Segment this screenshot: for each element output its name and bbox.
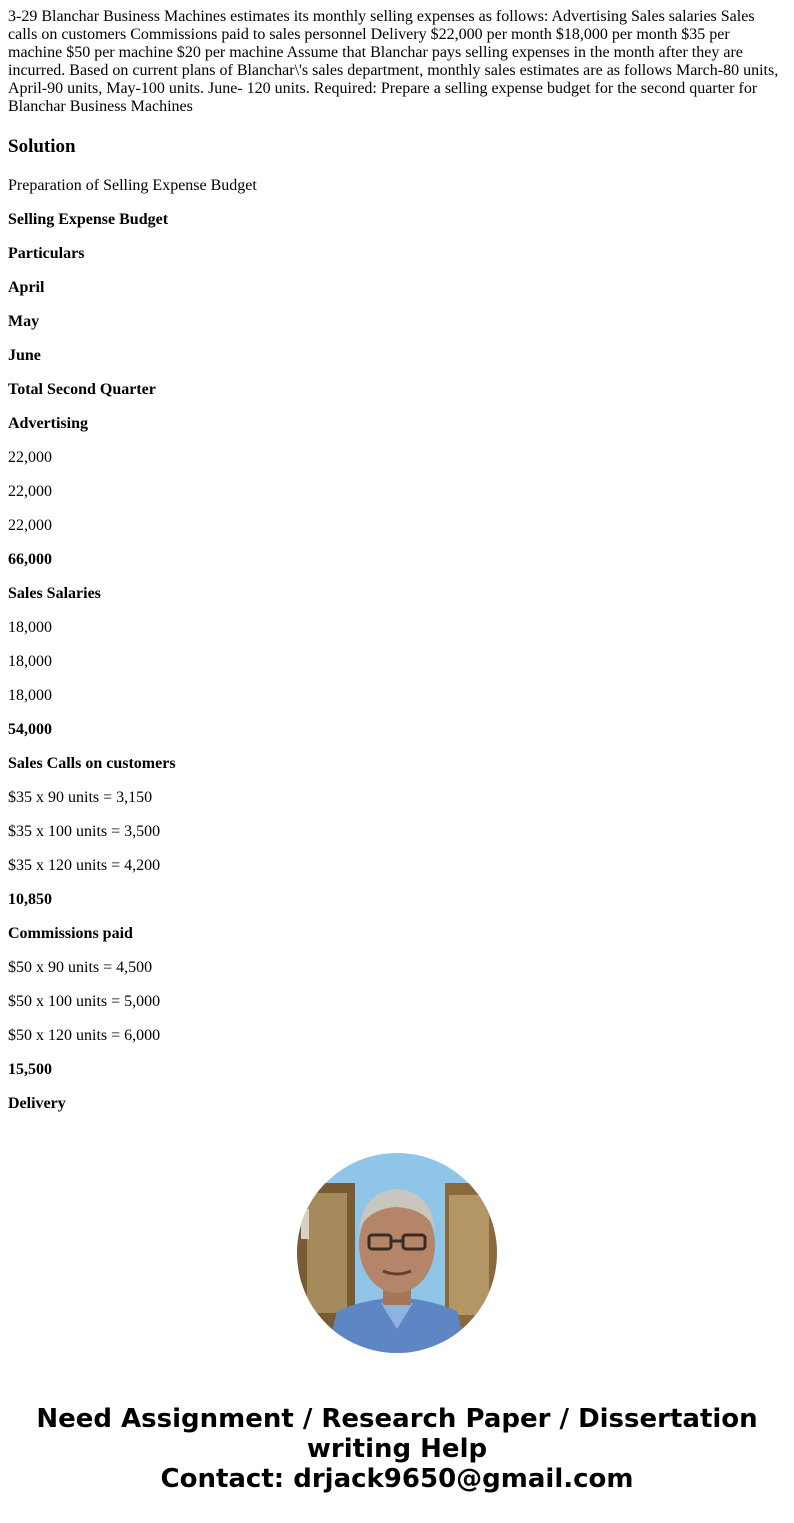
question-text: 3-29 Blanchar Business Machines estimates its monthly selling expenses as follows: Advertising Sales salaries Sales calls on customers Commissions paid to sales personnel Delivery $22,000 per month $18,000 per month $35 per machine $50 per machine $20 per machine Assume that Blanchar pays selling expenses in the month after they are incurred. Based on current plans of Blanchar\'s sales department, monthly sales estimates are as follows March-80 units, April-90 units, May-100 units. June- 120 units. Required: Prepare a selling expense budget for the second quarter for Blanchar Business Machines [8,8,779,115]
promo-line-2: writing Help [306,1434,488,1464]
author-avatar [297,1153,497,1353]
document-body [8,8,786,1129]
solution-line: 18,000 [8,619,52,636]
solution-line: 54,000 [8,721,52,738]
solution-line: 18,000 [8,653,52,670]
solution-line: 66,000 [8,551,52,568]
solution-line: 10,850 [8,891,52,908]
solution-line: Particulars [8,245,85,262]
solution-line: $35 x 100 units = 3,500 [8,823,161,840]
promo-banner [0,1404,794,1494]
solution-line: April [8,279,45,296]
avatar-photo [297,1153,497,1353]
solution-line: 18,000 [8,687,52,704]
solution-line: $50 x 100 units = 5,000 [8,993,161,1010]
solution-line: 22,000 [8,449,52,466]
solution-line: $50 x 120 units = 6,000 [8,1027,161,1044]
solution-heading: Solution [8,136,76,157]
solution-line: Sales Calls on customers [8,755,176,772]
solution-line: June [8,347,41,364]
promo-line-1: Need Assignment / Research Paper / Dissertation [36,1404,758,1434]
solution-line: Sales Salaries [8,585,101,602]
solution-line: Preparation of Selling Expense Budget [8,177,257,194]
solution-line: $35 x 90 units = 3,150 [8,789,153,806]
solution-line: 22,000 [8,483,52,500]
solution-line: 15,500 [8,1061,52,1078]
solution-line: 22,000 [8,517,52,534]
solution-line: Commissions paid [8,925,133,942]
solution-line: Advertising [8,415,88,432]
solution-line: $35 x 120 units = 4,200 [8,857,161,874]
solution-line: $50 x 90 units = 4,500 [8,959,153,976]
promo-contact: Contact: drjack9650@gmail.com [160,1464,634,1494]
solution-line: Total Second Quarter [8,381,156,398]
solution-line: Selling Expense Budget [8,211,169,228]
solution-line: May [8,313,40,330]
solution-line: Delivery [8,1095,66,1112]
solution-lines [8,177,786,1113]
